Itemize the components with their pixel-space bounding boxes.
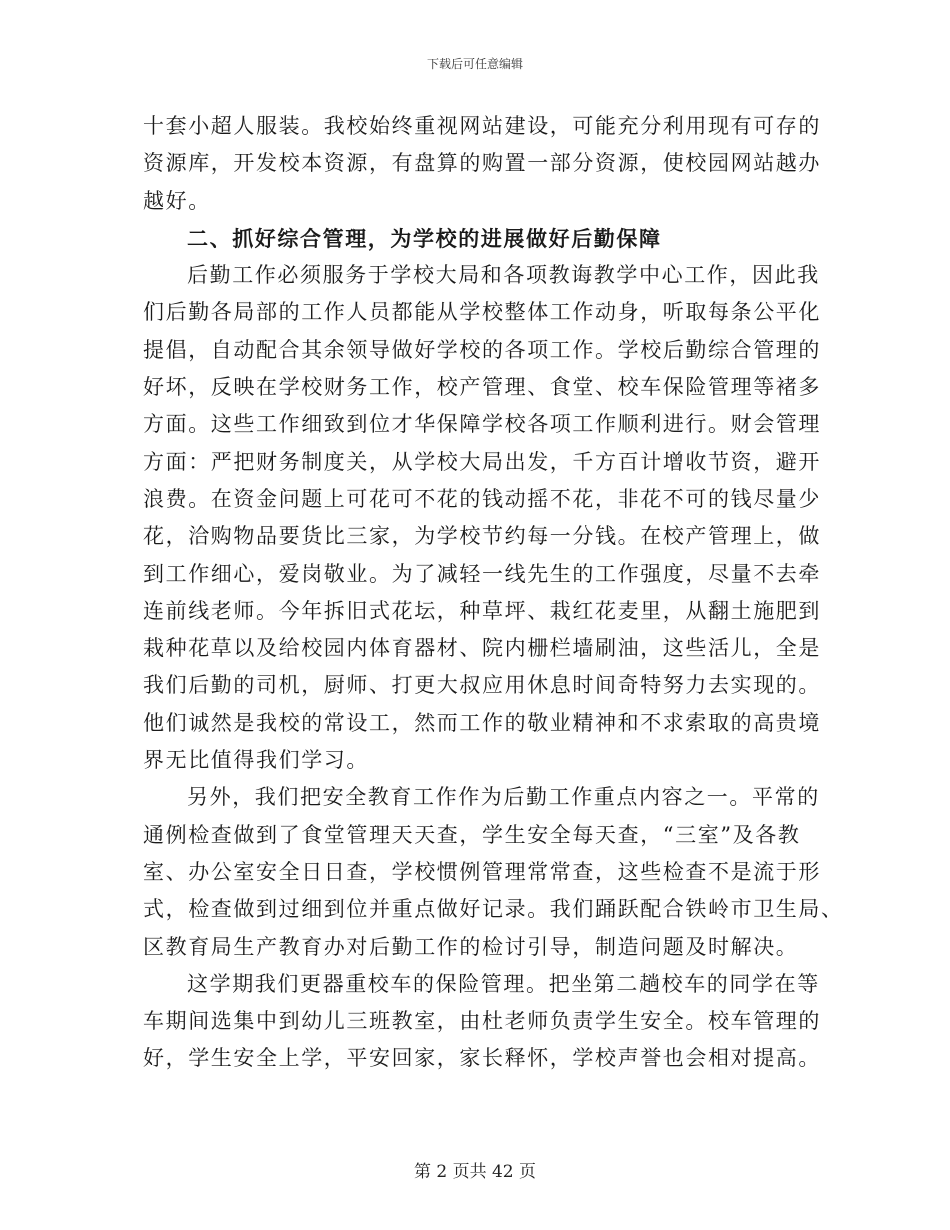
text-line: 方面。这些工作细致到位才华保障学校各项工作顺利进行。财会管理: [143, 412, 821, 437]
paragraph-first-line: 这学期我们更器重校车的保险管理。把坐第二趟校车的同学在等: [187, 971, 820, 996]
text-line: 室、办公室安全日日查，学校惯例管理常常查，这些检查不是流于形: [143, 859, 821, 884]
text-line: 十套小超人服装。我校始终重视网站建设，可能充分利用现有可存的: [143, 114, 821, 138]
text-line: 们后勤各局部的工作人员都能从学校整体工作动身，听取每条公平化: [143, 300, 821, 325]
text-line: 我们后勤的司机，厨师、打更大叔应用休息时间奇特努力去实现的。: [143, 673, 821, 698]
text-line: 浪费。在资金问题上可花可不花的钱动摇不花，非花不可的钱尽量少: [143, 486, 821, 511]
document-body: [143, 108, 844, 1078]
text-line: 提倡，自动配合其余领导做好学校的各项工作。学校后勤综合管理的: [143, 337, 821, 362]
text-line: 到工作细心，爱岗敬业。为了减轻一线先生的工作强度，尽量不去牵: [143, 561, 821, 586]
text-line: 好，学生安全上学，平安回家，家长释怀，学校声誉也会相对提高。: [143, 1046, 821, 1071]
paragraph-first-line: 后勤工作必须服务于学校大局和各项教诲教学中心工作，因此我: [187, 263, 820, 288]
text-line: 他们诚然是我校的常设工，然而工作的敬业精神和不求索取的高贵境: [143, 710, 821, 735]
text-line: 好坏，反映在学校财务工作，校产管理、食堂、校车保险管理等褚多: [143, 375, 821, 400]
section-heading: 二、抓好综合管理，为学校的进展做好后勤保障: [187, 225, 662, 251]
page-header: 下载后可任意编辑: [426, 57, 523, 71]
paragraph-first-line: 另外，我们把安全教育工作作为后勤工作重点内容之一。平常的: [187, 785, 820, 810]
text-line: 连前线老师。今年拆旧式花坛，种草坪、栽红花麦里，从翻土施肥到: [143, 598, 821, 623]
text-line: 通例检查做到了食堂管理天天查，学生安全每天查，“三室”及各教: [143, 822, 801, 847]
text-line: 资源库，开发校本资源，有盘算的购置一部分资源，使校园网站越办: [143, 151, 821, 176]
text-line: 式，检查做到过细到位并重点做好记录。我们踊跃配合铁岭市卫生局、: [143, 897, 844, 922]
text-line: 花，洽购物品要货比三家，为学校节约每一分钱。在校产管理上，做: [143, 524, 821, 549]
text-line: 越好。: [143, 188, 211, 213]
text-line: 界无比值得我们学习。: [143, 748, 369, 773]
text-line: 方面：严把财务制度关，从学校大局出发，千方百计增收节资，避开: [143, 449, 821, 474]
page-footer: 第 2 页共 42 页: [413, 1162, 537, 1182]
text-line: 区教育局生产教育办对后勤工作的检讨引导，制造问题及时解决。: [143, 934, 799, 959]
text-line: 栽种花草以及给校园内体育器材、院内栅栏墙刷油，这些活儿，全是: [143, 636, 821, 661]
text-line: 车期间选集中到幼儿三班教室，由杜老师负责学生安全。校车管理的: [143, 1009, 821, 1034]
